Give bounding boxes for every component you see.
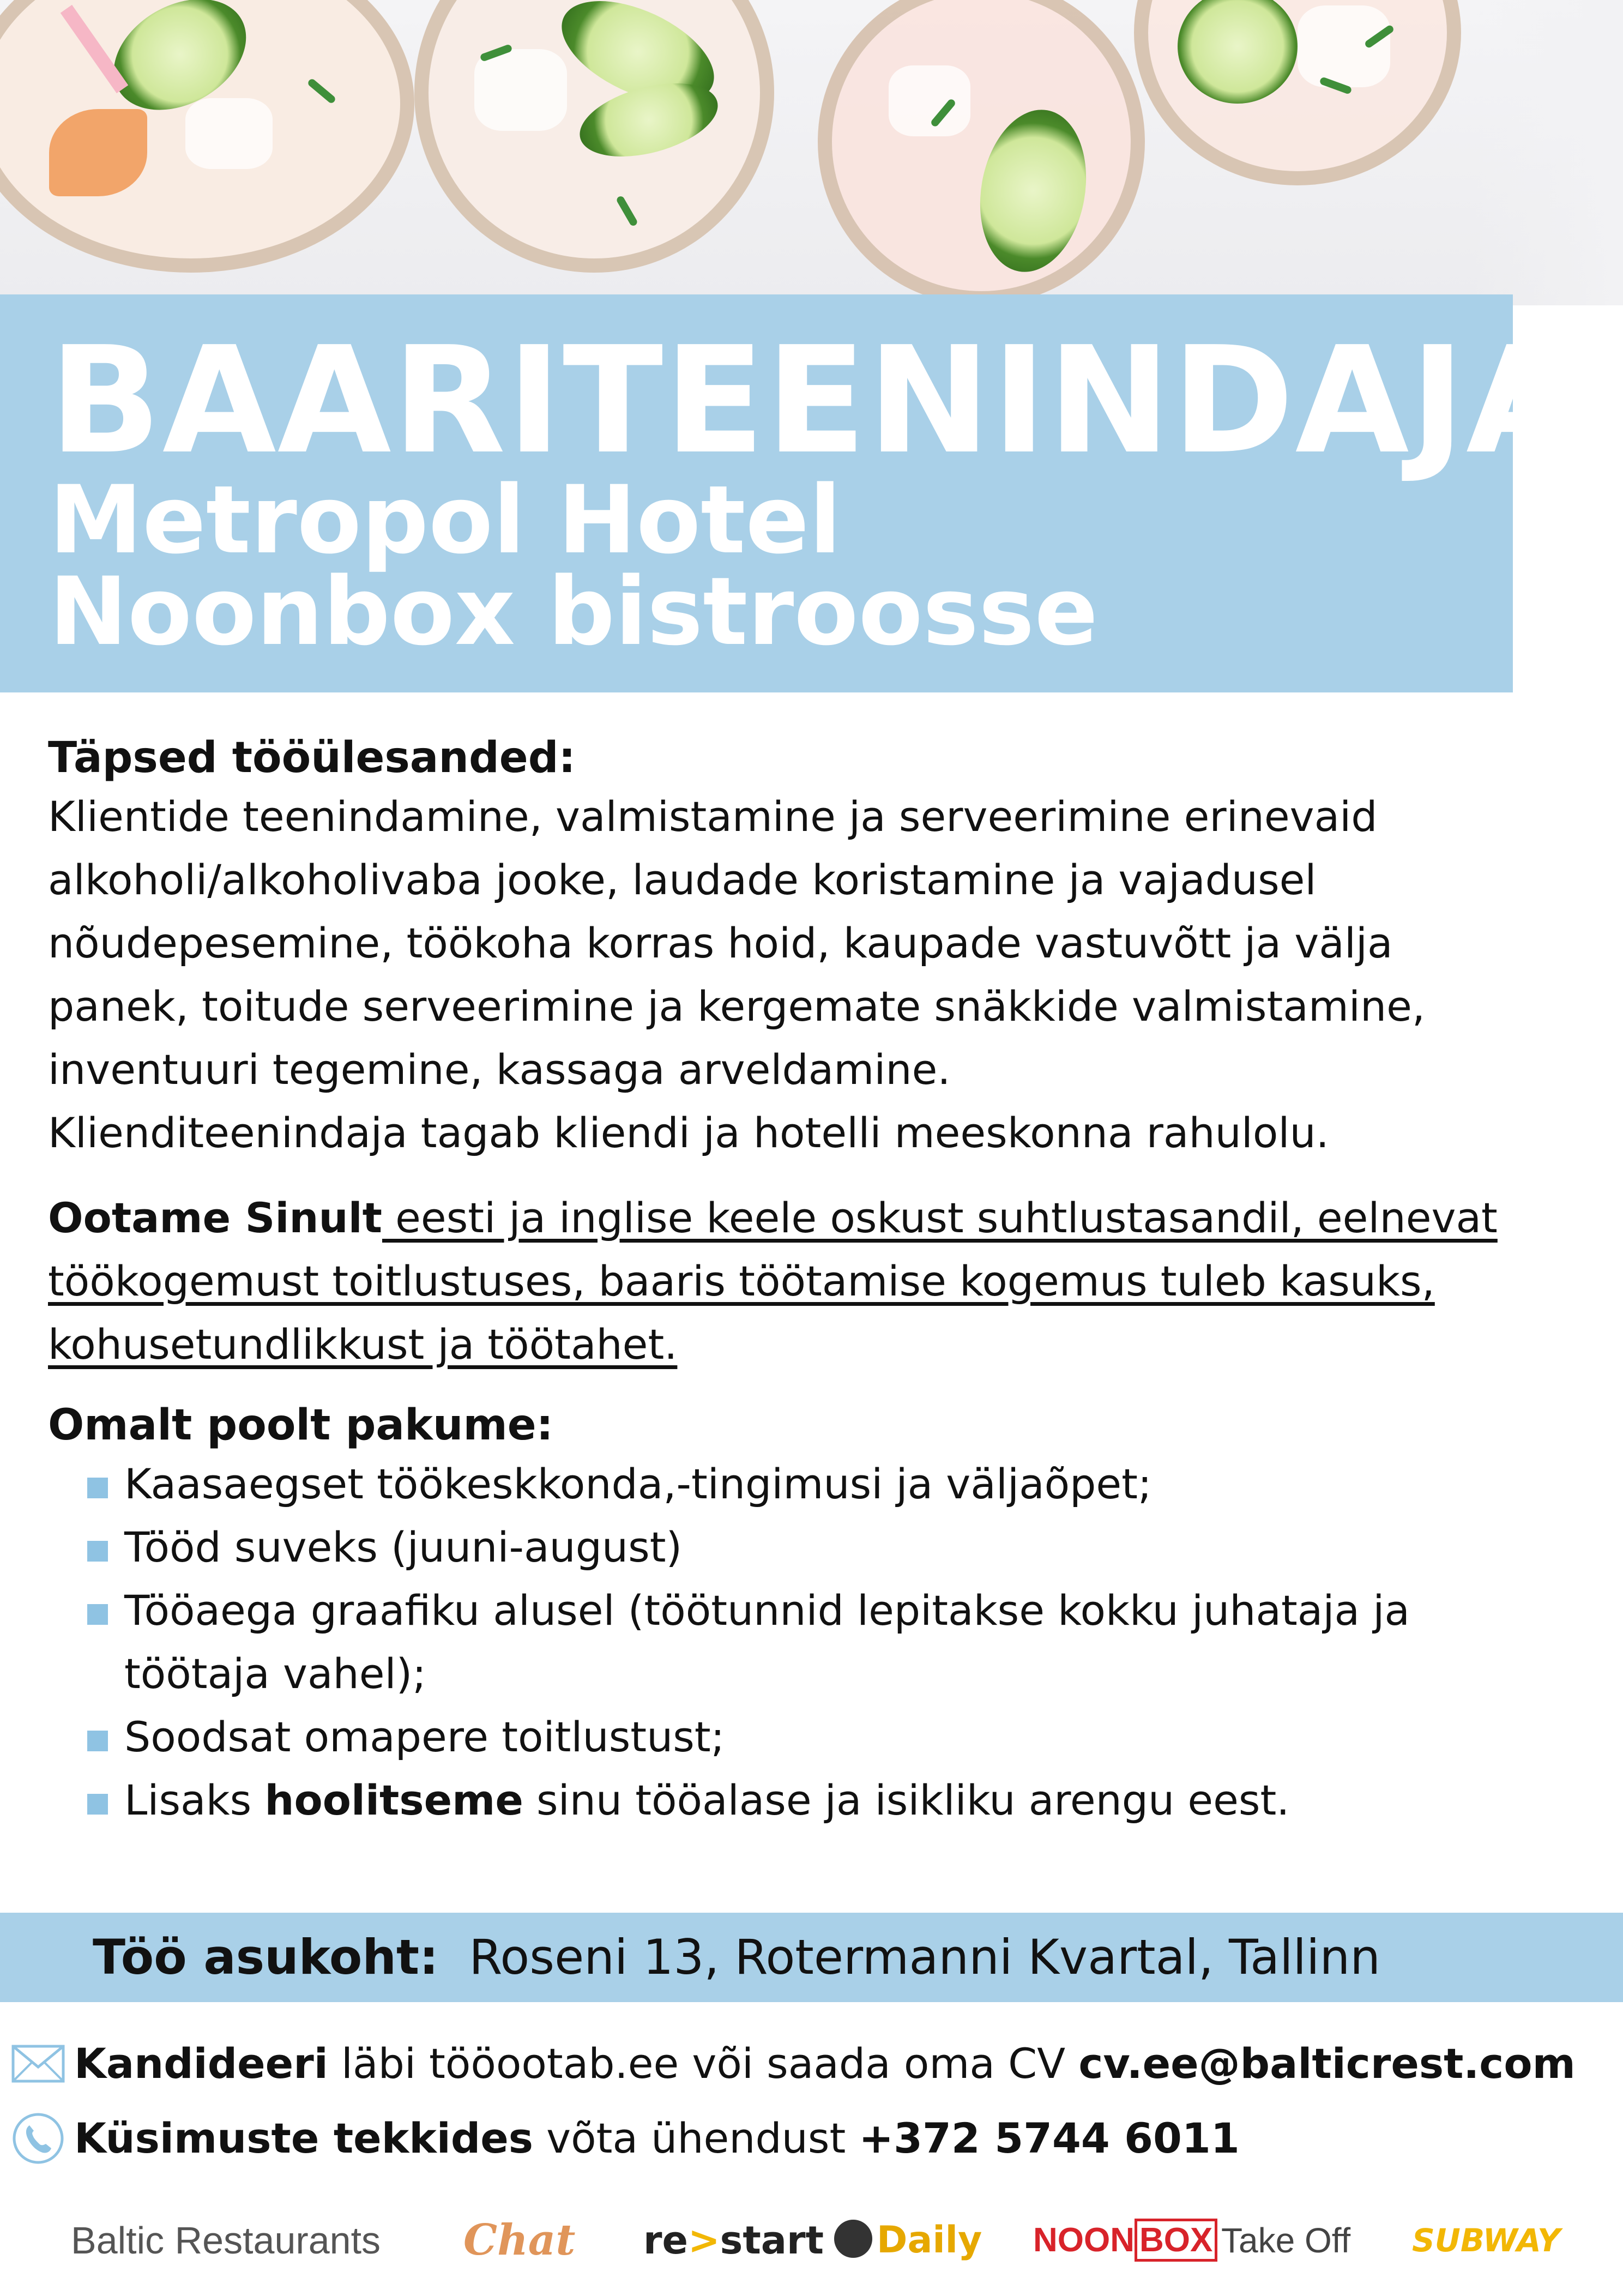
- duties-line: nõudepesemine, töökoha korras hoid, kaupade vastuvõtt ja välja: [48, 919, 1393, 967]
- requirements-line: töökogemust toitlustuses, baaris töötamise kogemus tuleb kasuks,: [48, 1257, 1435, 1305]
- title-banner: [0, 294, 1582, 692]
- email-link[interactable]: cv.ee@balticrest.com: [1078, 2039, 1576, 2088]
- requirements-lead: Ootame Sinult: [48, 1194, 383, 1242]
- glass-right: [1134, 0, 1461, 185]
- fork-knife-icon: [834, 2220, 872, 2258]
- logo-baltic-restaurants: Baltic Restaurants: [71, 2219, 381, 2262]
- offer-item: Lisaks hoolitseme sinu tööalase ja isikliku arengu eest.: [48, 1769, 1574, 1832]
- job-title: BAARITEENINDAJA: [49, 315, 1582, 486]
- phone-icon: [11, 2111, 65, 2166]
- duties-line: Klienditeenindaja tagab kliendi ja hotelli meeskonna rahulolu.: [48, 1108, 1329, 1157]
- offer-list: [48, 1453, 1574, 1832]
- envelope-icon: [11, 2042, 65, 2086]
- offer-item: Kaasaegset töökeskkonda,-tingimusi ja väljaõpet;: [48, 1453, 1574, 1516]
- duties-line: panek, toitude serveerimine ja kergemate snäkkide valmistamine,: [48, 982, 1426, 1031]
- logo-chat: Chat: [463, 2215, 576, 2265]
- duties-line: inventuuri tegemine, kassaga arveldamine.: [48, 1045, 951, 1094]
- bullet-square-icon: [87, 1794, 108, 1815]
- duties-line: Klientide teenindamine, valmistamine ja serveerimine erinevaid: [48, 792, 1378, 841]
- location-label: Töö asukoht:: [93, 1929, 439, 1985]
- location-band: [0, 1913, 1623, 2002]
- requirements-line: kohusetundlikkust ja töötahet.: [48, 1320, 678, 1369]
- offer-item: Soodsat omapere toitlustust;: [48, 1706, 1574, 1769]
- requirements-line: Ootame Sinult eesti ja inglise keele oskust suhtlustasandil, eelnevat: [48, 1194, 1498, 1242]
- job-description: [48, 731, 1574, 1832]
- bullet-square-icon: [87, 1478, 108, 1498]
- glass-center-right: [818, 0, 1145, 305]
- phone-number[interactable]: +372 5744 6011: [859, 2114, 1240, 2162]
- logo-daily: Daily: [834, 2216, 982, 2265]
- apply-line: Kandideeri läbi tööootab.ee või saada oma CV cv.ee@balticrest.com: [11, 2031, 1614, 2096]
- offer-heading: Omalt poolt pakume:: [48, 1401, 553, 1450]
- logo-subway: SUBWAY: [1412, 2222, 1561, 2259]
- bullet-square-icon: [87, 1541, 108, 1562]
- employer-subtitle: Metropol Hotel Noonbox bistroosse: [49, 465, 1099, 666]
- questions-line: Küsimuste tekkides võta ühendust +372 5744 6011: [11, 2106, 1614, 2171]
- duties-heading: Täpsed tööülesanded:: [48, 733, 576, 782]
- job-location: [93, 1930, 1380, 1985]
- logo-take-off: Take Off: [1221, 2221, 1351, 2260]
- bullet-square-icon: [87, 1604, 108, 1625]
- logo-noonbox: NOON BOX: [1033, 2216, 1217, 2265]
- location-address: Roseni 13, Rotermanni Kvartal, Tallinn: [469, 1929, 1381, 1985]
- glass-left: [0, 0, 414, 273]
- hero-drinks-photo: [0, 0, 1623, 305]
- bullet-square-icon: [87, 1731, 108, 1751]
- offer-item: Tööaega graafiku alusel (töötunnid lepitakse kokku juhataja ja töötaja vahel);: [48, 1579, 1574, 1706]
- duties-line: alkoholi/alkoholivaba jooke, laudade koristamine ja vajadusel: [48, 855, 1317, 904]
- glass-center-left: [414, 0, 774, 273]
- logo-restart: re>start: [643, 2218, 824, 2263]
- brand-logos: [0, 2203, 1623, 2274]
- offer-item: Tööd suveks (juuni-august): [48, 1516, 1574, 1579]
